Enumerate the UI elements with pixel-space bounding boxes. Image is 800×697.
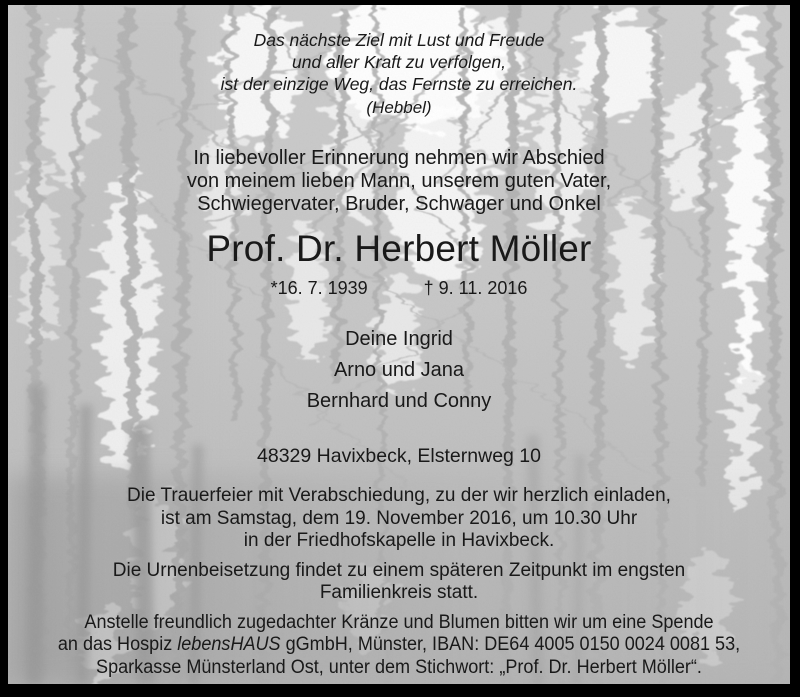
mourner-name: Arno und Jana xyxy=(333,359,465,381)
death-date: † 9. 11. 2016 xyxy=(423,278,528,298)
obituary-text xyxy=(8,5,790,684)
donation-line: Anstelle freundlich zugedachter Kränze und Blumen bitten wir um eine Spende xyxy=(84,611,714,633)
mourner-name: Bernhard und Conny xyxy=(306,390,492,412)
donation-line xyxy=(28,634,771,657)
funeral-line: ist am Samstag, dem 19. November 2016, um 10.30 Uhr xyxy=(160,507,638,529)
hospice-name: lebensHAUS xyxy=(177,634,281,655)
funeral-paragraph xyxy=(8,485,790,553)
urn-burial-paragraph xyxy=(8,560,790,605)
address-line: 48329 Havixbeck, Elsternweg 10 xyxy=(257,445,541,467)
quote-attribution: (Hebbel) xyxy=(366,98,432,117)
funeral-line: Die Trauerfeier mit Verabschiedung, zu der wir herzlich einladen, xyxy=(127,485,671,506)
funeral-line: in der Friedhofskapelle in Havixbeck. xyxy=(243,530,555,551)
quote-line: ist der einzige Weg, das Fernste zu erreichen. xyxy=(220,74,578,94)
intro-paragraph xyxy=(8,147,790,216)
intro-line: In liebevoller Erinnerung nehmen wir Abschied xyxy=(193,147,605,169)
mourner-name: Deine Ingrid xyxy=(345,328,453,350)
urn-line: Familienkreis statt. xyxy=(319,582,479,603)
life-dates xyxy=(8,277,790,299)
deceased-name: Prof. Dr. Herbert Möller xyxy=(206,228,592,269)
donation-paragraph xyxy=(28,612,771,680)
photo-frame xyxy=(8,5,790,684)
intro-line: von meinem lieben Mann, unserem guten Vater, xyxy=(186,170,612,192)
quote-line: Das nächste Ziel mit Lust und Freude xyxy=(253,30,545,50)
donation-line: Sparkasse Münsterland Ost, unter dem Stichwort: „Prof. Dr. Herbert Möller“. xyxy=(96,656,702,678)
quote-line: und aller Kraft zu verfolgen, xyxy=(291,52,506,72)
opening-quote xyxy=(8,29,790,95)
urn-line: Die Urnenbeisetzung findet zu einem späteren Zeitpunkt im engsten xyxy=(112,559,686,581)
donation-line2-suffix: gGmbH, Münster, IBAN: DE64 4005 0150 0024 0081 53, xyxy=(280,634,741,655)
mourners-list xyxy=(8,324,790,417)
donation-line2-prefix: an das Hospiz xyxy=(57,634,178,655)
intro-line: Schwiegervater, Bruder, Schwager und Onkel xyxy=(197,193,601,215)
birth-date: *16. 7. 1939 xyxy=(270,278,368,298)
